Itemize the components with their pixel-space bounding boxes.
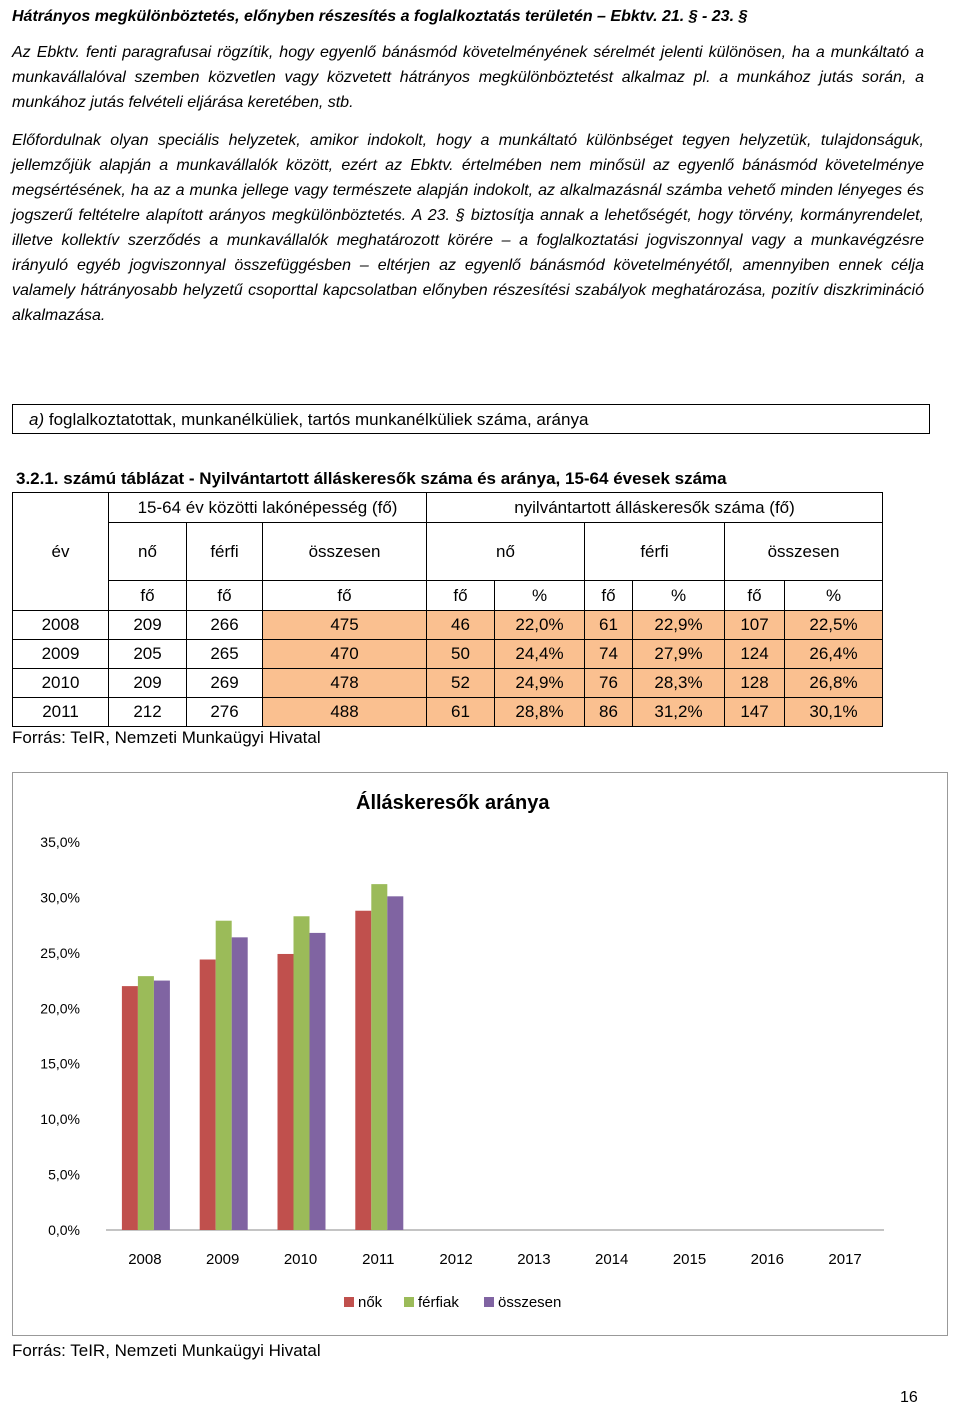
legend-label: nők <box>358 1294 383 1311</box>
table-cell: 478 <box>263 669 427 698</box>
table-cell: 30,1% <box>785 698 883 727</box>
unit-header: % <box>495 581 585 611</box>
table-cell: 28,3% <box>633 669 725 698</box>
table-cell: 28,8% <box>495 698 585 727</box>
unit-header: fő <box>585 581 633 611</box>
row-year: 2010 <box>13 669 109 698</box>
x-tick-label: 2013 <box>517 1251 551 1268</box>
section-box <box>12 404 930 434</box>
y-tick-label: 10,0% <box>40 1111 80 1128</box>
section-marker: a) <box>29 410 45 429</box>
group-header-population: 15-64 év közötti lakónépesség (fő) <box>109 493 427 523</box>
y-tick-label: 15,0% <box>40 1055 80 1072</box>
table-row <box>13 640 883 669</box>
table-cell: 488 <box>263 698 427 727</box>
unit-header: fő <box>187 581 263 611</box>
x-tick-label: 2009 <box>206 1251 240 1268</box>
chart-source: Forrás: TeIR, Nemzeti Munkaügyi Hivatal <box>12 1341 321 1360</box>
table-row <box>13 698 883 727</box>
data-table <box>12 492 883 727</box>
unit-header: % <box>633 581 725 611</box>
table-cell: 266 <box>187 611 263 640</box>
x-tick-label: 2015 <box>672 1251 707 1268</box>
col-header: nő <box>109 523 187 581</box>
paragraph-1: Az Ebktv. fenti paragrafusai rögzítik, hogy egyenlő bánásmód követelményének sérelmét jelenti különösen, ha a munkáltató a munkavállalóval szemben közvetlen vagy közvetett hátrányos megkülönböztetést alkalmaz pl. a munkához jutás során, a munkához jutás felvételi eljárása keretében, stb. <box>12 44 924 111</box>
table-cell: 475 <box>263 611 427 640</box>
bar-nők <box>200 960 216 1230</box>
y-tick-label: 30,0% <box>40 889 80 906</box>
chart-title: Álláskeresők aránya <box>356 792 550 814</box>
col-header: összesen <box>263 523 427 581</box>
table-cell: 107 <box>725 611 785 640</box>
y-tick-label: 5,0% <box>48 1166 80 1183</box>
y-tick-label: 20,0% <box>40 1000 80 1017</box>
col-header: összesen <box>725 523 883 581</box>
legend-label: összesen <box>498 1294 562 1311</box>
table-cell: 46 <box>427 611 495 640</box>
legend-label: férfiak <box>418 1294 459 1311</box>
table-cell: 61 <box>585 611 633 640</box>
table-cell: 209 <box>109 669 187 698</box>
section-text: foglalkoztatottak, munkanélküliek, tartós munkanélküliek száma, aránya <box>48 410 589 429</box>
bar-összesen <box>310 933 326 1230</box>
x-tick-label: 2008 <box>128 1251 162 1268</box>
bar-összesen <box>232 937 248 1230</box>
row-year: 2011 <box>13 698 109 727</box>
table-cell: 26,4% <box>785 640 883 669</box>
table-row <box>13 611 883 640</box>
bar-férfiak <box>138 976 154 1230</box>
table-cell: 61 <box>427 698 495 727</box>
table-cell: 27,9% <box>633 640 725 669</box>
page-number: 16 <box>900 1389 918 1406</box>
table-caption: 3.2.1. számú táblázat - Nyilvántartott álláskeresők száma és aránya, 15-64 évesek száma <box>16 469 727 488</box>
bar-férfiak <box>216 921 232 1230</box>
y-tick-label: 35,0% <box>40 834 80 850</box>
table-cell: 22,5% <box>785 611 883 640</box>
table-cell: 276 <box>187 698 263 727</box>
x-tick-label: 2010 <box>283 1251 318 1268</box>
bar-nők <box>278 954 294 1230</box>
unit-header: fő <box>427 581 495 611</box>
table-cell: 74 <box>585 640 633 669</box>
table-cell: 128 <box>725 669 785 698</box>
table-cell: 24,4% <box>495 640 585 669</box>
bar-összesen <box>387 896 403 1230</box>
row-year: 2009 <box>13 640 109 669</box>
x-tick-label: 2012 <box>439 1251 473 1268</box>
col-header: férfi <box>585 523 725 581</box>
row-year: 2008 <box>13 611 109 640</box>
group-header-jobseekers: nyilvántartott álláskeresők száma (fő) <box>427 493 883 523</box>
y-tick-label: 25,0% <box>40 944 80 961</box>
table-cell: 22,0% <box>495 611 585 640</box>
table-row <box>13 669 883 698</box>
legend-swatch <box>344 1297 354 1307</box>
table-cell: 269 <box>187 669 263 698</box>
bar-összesen <box>154 981 170 1230</box>
legend-swatch <box>484 1297 494 1307</box>
bar-férfiak <box>371 884 387 1230</box>
table-cell: 22,9% <box>633 611 725 640</box>
year-header: év <box>13 493 109 611</box>
table-cell: 147 <box>725 698 785 727</box>
y-tick-label: 0,0% <box>48 1222 80 1238</box>
table-cell: 76 <box>585 669 633 698</box>
table-cell: 24,9% <box>495 669 585 698</box>
table-cell: 265 <box>187 640 263 669</box>
table-cell: 52 <box>427 669 495 698</box>
unit-header: fő <box>263 581 427 611</box>
x-tick-label: 2017 <box>828 1251 862 1268</box>
unit-header: fő <box>109 581 187 611</box>
x-tick-label: 2016 <box>750 1251 784 1268</box>
col-header: nő <box>427 523 585 581</box>
col-header: férfi <box>187 523 263 581</box>
bar-nők <box>122 986 138 1230</box>
bar-férfiak <box>294 916 310 1230</box>
table-cell: 124 <box>725 640 785 669</box>
legend-swatch <box>404 1297 414 1307</box>
table-cell: 50 <box>427 640 495 669</box>
table-source: Forrás: TeIR, Nemzeti Munkaügyi Hivatal <box>12 728 321 747</box>
x-tick-label: 2014 <box>595 1251 629 1268</box>
page-heading: Hátrányos megkülönböztetés, előnyben részesítés a foglalkoztatás területén – Ebktv. 21. § - 23. § <box>12 8 748 25</box>
paragraph-2-text: Előfordulnak olyan speciális helyzetek, amikor indokolt, hogy a munkáltató különbséget tegyen helyzetük, tulajdonságuk, jellemzőjük alapján a munkavállalók között, ezért az Ebktv. értelmében nem minősül az egyenlő bánásmód követelménye megsértésének, ha az a munka jellege vagy természete alapján indokolt, az alkalmazásnál számba vehető minden lényeges és jogszerű feltételre alapított arányos megkülönböztetés. A 23. § biztosítja annak a lehetőségét, hogy törvény, kormányrendelet, illetve kollektív szerződés a munkavállalók meghatározott körére – a foglalkoztatási jogviszonnyal vagy a munkavégzésre irányuló egyéb jogviszonnyal összefüggésben – eltérjen az egyenlő bánásmód követelményétől, amennyiben ennek célja valamely hátrányosabb helyzetű csoporttal kapcsolatban előnyben részesítési szabályok meghatározása, pozitív diszkrimináció alkalmazása. <box>12 132 924 324</box>
table-cell: 212 <box>109 698 187 727</box>
table-cell: 31,2% <box>633 698 725 727</box>
paragraph-2 <box>12 128 924 328</box>
table-cell: 205 <box>109 640 187 669</box>
unit-header: fő <box>725 581 785 611</box>
table-cell: 209 <box>109 611 187 640</box>
bar-nők <box>355 911 371 1230</box>
bar-chart <box>12 772 948 1336</box>
table-cell: 26,8% <box>785 669 883 698</box>
x-tick-label: 2011 <box>362 1251 395 1268</box>
unit-header: % <box>785 581 883 611</box>
table-cell: 470 <box>263 640 427 669</box>
table-cell: 86 <box>585 698 633 727</box>
